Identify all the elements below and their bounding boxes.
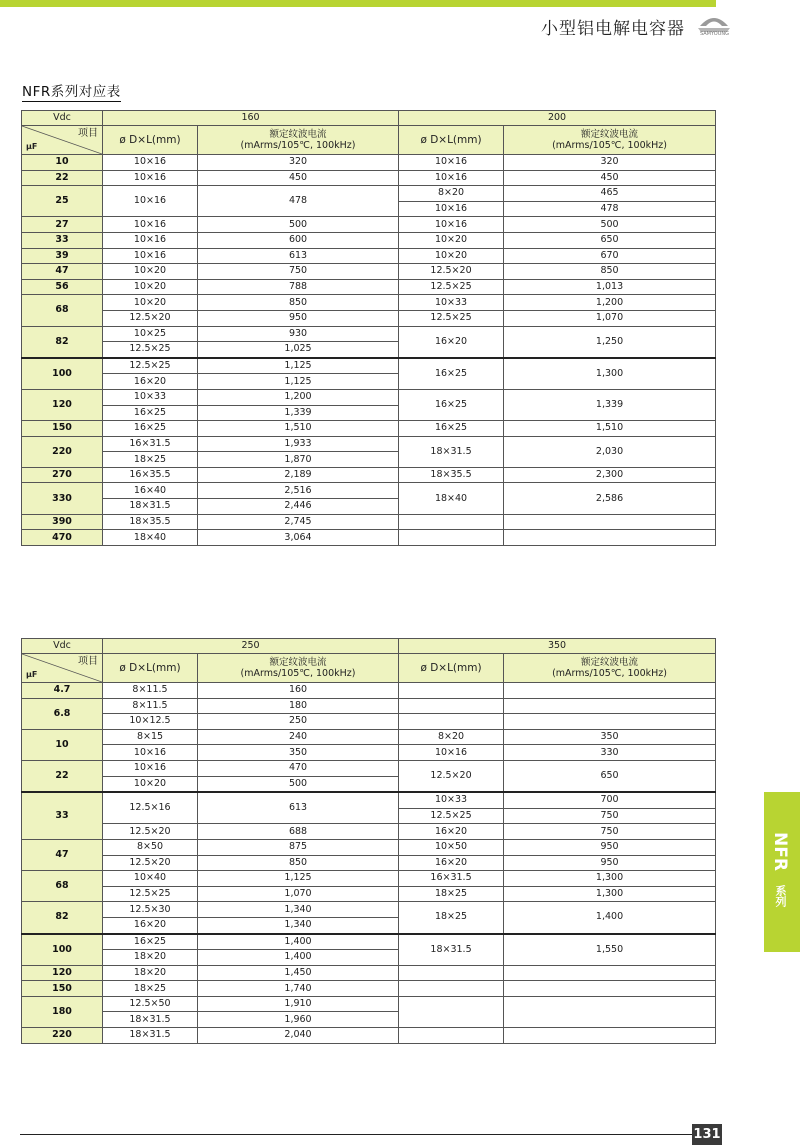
capacitance-cell: 100 [22, 934, 103, 966]
capacitance-cell: 390 [22, 514, 103, 530]
dimension-cell: 10×16 [103, 248, 198, 264]
ripple-cell: 1,933 [198, 436, 399, 452]
dimension-cell: 10×16 [103, 745, 198, 761]
dimension-cell: 12.5×25 [399, 279, 504, 295]
table-row [22, 264, 716, 280]
dimension-cell: 16×35.5 [103, 467, 198, 483]
ripple-header-l2: (mArms/105℃, 100kHz) [240, 140, 356, 151]
capacitance-cell: 220 [22, 436, 103, 467]
ripple-cell: 2,516 [198, 483, 399, 499]
ripple-cell: 1,550 [504, 934, 716, 966]
dimension-cell: 12.5×20 [399, 264, 504, 280]
dimension-cell: 10×20 [103, 295, 198, 311]
dimension-header: ø D×L(mm) [399, 126, 504, 155]
capacitance-cell: 150 [22, 981, 103, 997]
dimension-cell: 16×31.5 [399, 871, 504, 887]
ripple-cell [504, 514, 716, 530]
capacitance-cell: 56 [22, 279, 103, 295]
capacitance-cell: 270 [22, 467, 103, 483]
dimension-cell: 10×12.5 [103, 714, 198, 730]
dimension-cell: 16×25 [103, 405, 198, 421]
dimension-cell: 18×31.5 [103, 499, 198, 515]
dimension-header: ø D×L(mm) [399, 654, 504, 683]
ripple-cell: 1,510 [198, 421, 399, 437]
ripple-header-l1: 额定纹波电流 [269, 129, 327, 140]
ripple-cell: 1,400 [198, 934, 399, 950]
ripple-cell: 670 [504, 248, 716, 264]
ripple-cell: 320 [504, 155, 716, 171]
ripple-cell: 470 [198, 760, 399, 776]
dimension-cell: 8×15 [103, 729, 198, 745]
dimension-cell: 12.5×20 [103, 824, 198, 840]
ripple-cell: 500 [198, 776, 399, 792]
dimension-cell: 12.5×25 [399, 808, 504, 824]
ripple-cell [504, 981, 716, 997]
table-row [22, 436, 716, 452]
ripple-cell: 1,960 [198, 1012, 399, 1028]
ripple-cell: 2,446 [198, 499, 399, 515]
dimension-cell: 12.5×16 [103, 792, 198, 824]
ripple-cell: 500 [504, 217, 716, 233]
dimension-cell: 16×40 [103, 483, 198, 499]
capacitance-cell: 180 [22, 996, 103, 1027]
ripple-header-l1: 额定纹波电流 [581, 129, 639, 140]
ripple-cell: 613 [198, 792, 399, 824]
table-row [22, 358, 716, 374]
dimension-cell: 12.5×20 [399, 760, 504, 792]
ripple-cell: 788 [198, 279, 399, 295]
dimension-cell [399, 530, 504, 546]
dimension-cell: 18×20 [103, 965, 198, 981]
dimension-cell: 10×16 [103, 217, 198, 233]
dimension-cell: 12.5×30 [103, 902, 198, 918]
ripple-cell: 750 [504, 824, 716, 840]
footer-rule [20, 1134, 692, 1135]
ripple-header-l2: (mArms/105℃, 100kHz) [552, 140, 667, 151]
ripple-cell: 320 [198, 155, 399, 171]
table-row [22, 824, 716, 840]
capacitance-cell: 39 [22, 248, 103, 264]
top-accent-bar [0, 0, 716, 7]
ripple-cell: 2,586 [504, 483, 716, 514]
dimension-cell: 10×50 [399, 839, 504, 855]
table-row [22, 839, 716, 855]
dimension-cell: 16×25 [399, 358, 504, 390]
dimension-cell: 16×25 [399, 389, 504, 420]
table-row [22, 1028, 716, 1044]
dimension-cell: 8×20 [399, 186, 504, 202]
dimension-cell: 8×50 [103, 839, 198, 855]
item-uf-corner [22, 654, 103, 683]
dimension-cell: 8×11.5 [103, 698, 198, 714]
ripple-cell: 1,340 [198, 917, 399, 933]
dimension-cell: 18×35.5 [103, 514, 198, 530]
dimension-cell: 18×31.5 [399, 934, 504, 966]
ripple-cell: 330 [504, 745, 716, 761]
ripple-cell: 450 [504, 170, 716, 186]
capacitance-cell: 47 [22, 264, 103, 280]
dimension-cell [399, 714, 504, 730]
dimension-cell: 18×31.5 [103, 1028, 198, 1044]
ripple-cell: 180 [198, 698, 399, 714]
table-row [22, 886, 716, 902]
ripple-cell: 1,013 [504, 279, 716, 295]
dimension-cell [399, 1028, 504, 1044]
side-tab-suffix: 系列 [774, 885, 787, 907]
ripple-cell: 1,339 [198, 405, 399, 421]
dimension-header: ø D×L(mm) [103, 654, 198, 683]
dimension-cell [399, 981, 504, 997]
dimension-cell [399, 996, 504, 1027]
table-row [22, 714, 716, 730]
ripple-cell: 850 [198, 295, 399, 311]
dimension-cell: 18×20 [103, 950, 198, 966]
capacitance-cell: 68 [22, 871, 103, 902]
ripple-cell: 1,125 [198, 374, 399, 390]
ripple-cell: 950 [198, 310, 399, 326]
capacitance-cell: 6.8 [22, 698, 103, 729]
ripple-cell [504, 698, 716, 714]
dimension-cell: 16×20 [103, 917, 198, 933]
table-row [22, 310, 716, 326]
ripple-cell: 478 [504, 201, 716, 217]
dimension-cell: 16×20 [399, 326, 504, 358]
series-side-tab [764, 792, 800, 952]
dimension-cell: 10×20 [399, 248, 504, 264]
vdc-label: Vdc [22, 111, 103, 126]
ripple-cell: 2,040 [198, 1028, 399, 1044]
table-row [22, 729, 716, 745]
ripple-cell: 2,189 [198, 467, 399, 483]
dimension-cell: 10×20 [399, 232, 504, 248]
table-row [22, 855, 716, 871]
ripple-cell [504, 530, 716, 546]
ripple-header [198, 654, 399, 683]
ripple-header [198, 126, 399, 155]
dimension-cell: 12.5×50 [103, 996, 198, 1012]
dimension-cell: 10×40 [103, 871, 198, 887]
capacitance-cell: 25 [22, 186, 103, 217]
ripple-header-l1: 额定纹波电流 [581, 657, 639, 668]
dimension-cell: 10×16 [103, 186, 198, 217]
ripple-cell: 2,030 [504, 436, 716, 467]
dimension-cell [399, 698, 504, 714]
dimension-cell: 10×16 [399, 217, 504, 233]
capacitance-cell: 47 [22, 839, 103, 870]
table-row [22, 186, 716, 202]
uf-label: μF [26, 142, 38, 151]
dimension-cell: 10×16 [399, 170, 504, 186]
dimension-cell: 18×25 [399, 886, 504, 902]
ripple-cell: 240 [198, 729, 399, 745]
dimension-cell: 10×20 [103, 776, 198, 792]
page-header-title: 小型铝电解电容器 [541, 19, 685, 39]
dimension-cell [399, 514, 504, 530]
capacitance-cell: 220 [22, 1028, 103, 1044]
dimension-cell: 10×16 [399, 155, 504, 171]
capacitance-cell: 68 [22, 295, 103, 326]
brand-text: SAMYOUNG [700, 31, 729, 37]
ripple-cell: 1,070 [504, 310, 716, 326]
dimension-cell: 12.5×25 [103, 886, 198, 902]
ripple-cell: 613 [198, 248, 399, 264]
dimension-cell: 16×25 [103, 421, 198, 437]
ripple-cell: 1,125 [198, 358, 399, 374]
capacitance-cell: 4.7 [22, 683, 103, 699]
table-row [22, 760, 716, 776]
capacitance-cell: 100 [22, 358, 103, 390]
ripple-cell [504, 965, 716, 981]
dimension-cell: 8×20 [399, 729, 504, 745]
ripple-cell: 450 [198, 170, 399, 186]
ripple-cell: 600 [198, 232, 399, 248]
ripple-cell: 478 [198, 186, 399, 217]
ripple-cell: 1,070 [198, 886, 399, 902]
table-row [22, 934, 716, 950]
table-row [22, 326, 716, 342]
table-row [22, 248, 716, 264]
ripple-cell: 1,025 [198, 342, 399, 358]
dimension-cell: 10×16 [103, 232, 198, 248]
ripple-cell: 3,064 [198, 530, 399, 546]
dimension-cell: 18×40 [399, 483, 504, 514]
ripple-cell [504, 1028, 716, 1044]
table-row [22, 902, 716, 918]
ripple-cell: 1,510 [504, 421, 716, 437]
dimension-cell: 10×16 [399, 745, 504, 761]
capacitance-cell: 120 [22, 965, 103, 981]
ripple-cell: 688 [198, 824, 399, 840]
ripple-cell: 2,745 [198, 514, 399, 530]
ripple-cell: 930 [198, 326, 399, 342]
dimension-cell: 16×20 [103, 374, 198, 390]
table-row [22, 170, 716, 186]
voltage-header: 350 [399, 639, 716, 654]
dimension-cell: 18×25 [399, 902, 504, 934]
dimension-cell: 12.5×25 [103, 358, 198, 374]
dimension-cell: 18×40 [103, 530, 198, 546]
vdc-label: Vdc [22, 639, 103, 654]
dimension-cell: 10×16 [103, 760, 198, 776]
dimension-cell: 12.5×25 [399, 310, 504, 326]
ripple-cell: 1,910 [198, 996, 399, 1012]
capacitance-cell: 330 [22, 483, 103, 514]
table-row [22, 483, 716, 499]
ripple-header [504, 126, 716, 155]
ripple-cell: 1,450 [198, 965, 399, 981]
voltage-header: 250 [103, 639, 399, 654]
table-row [22, 683, 716, 699]
capacitance-cell: 82 [22, 326, 103, 358]
table-row [22, 279, 716, 295]
capacitance-cell: 33 [22, 792, 103, 839]
ripple-cell: 1,400 [198, 950, 399, 966]
table-row [22, 217, 716, 233]
voltage-header: 160 [103, 111, 399, 126]
ripple-cell: 1,300 [504, 886, 716, 902]
dimension-cell: 18×31.5 [103, 1012, 198, 1028]
table-row [22, 981, 716, 997]
table-row [22, 232, 716, 248]
item-label: 项目 [78, 128, 98, 139]
capacitance-cell: 22 [22, 170, 103, 186]
ripple-cell: 750 [198, 264, 399, 280]
ripple-cell: 650 [504, 232, 716, 248]
section-title: NFR系列对应表 [22, 80, 121, 102]
ripple-cell: 750 [504, 808, 716, 824]
dimension-cell: 10×16 [399, 201, 504, 217]
ripple-cell: 465 [504, 186, 716, 202]
page-number: 131 [692, 1124, 722, 1145]
ripple-cell: 1,870 [198, 452, 399, 468]
dimension-cell: 18×25 [103, 981, 198, 997]
ripple-header-l2: (mArms/105℃, 100kHz) [240, 668, 356, 679]
table-row [22, 996, 716, 1012]
ripple-cell: 1,340 [198, 902, 399, 918]
table-row [22, 698, 716, 714]
dimension-cell: 8×11.5 [103, 683, 198, 699]
dimension-cell: 18×35.5 [399, 467, 504, 483]
dimension-cell: 16×20 [399, 855, 504, 871]
table-row [22, 965, 716, 981]
ripple-cell: 700 [504, 792, 716, 808]
ripple-cell: 950 [504, 855, 716, 871]
ripple-cell: 1,339 [504, 389, 716, 420]
item-label: 项目 [78, 656, 98, 667]
ripple-cell: 1,300 [504, 871, 716, 887]
dimension-cell: 12.5×25 [103, 342, 198, 358]
item-uf-corner [22, 126, 103, 155]
ripple-cell: 350 [504, 729, 716, 745]
dimension-cell [399, 965, 504, 981]
ripple-cell: 2,300 [504, 467, 716, 483]
ripple-cell [504, 996, 716, 1027]
ripple-cell [504, 714, 716, 730]
ripple-cell: 1,200 [198, 389, 399, 405]
ripple-cell: 1,400 [504, 902, 716, 934]
dimension-cell: 10×25 [103, 326, 198, 342]
capacitance-cell: 82 [22, 902, 103, 934]
dimension-cell: 16×31.5 [103, 436, 198, 452]
voltage-header: 200 [399, 111, 716, 126]
table-row [22, 421, 716, 437]
nfr-table-250-350 [21, 638, 716, 1044]
ripple-cell: 160 [198, 683, 399, 699]
table-row [22, 871, 716, 887]
capacitance-cell: 10 [22, 729, 103, 760]
capacitance-cell: 150 [22, 421, 103, 437]
ripple-header [504, 654, 716, 683]
dimension-cell: 18×25 [103, 452, 198, 468]
dimension-cell: 16×20 [399, 824, 504, 840]
capacitance-cell: 470 [22, 530, 103, 546]
dimension-cell: 16×25 [399, 421, 504, 437]
table-row [22, 514, 716, 530]
ripple-cell [504, 683, 716, 699]
dimension-cell: 10×20 [103, 264, 198, 280]
nfr-table-160-200 [21, 110, 716, 546]
dimension-cell: 10×33 [399, 295, 504, 311]
dimension-cell: 10×16 [103, 170, 198, 186]
ripple-header-l1: 额定纹波电流 [269, 657, 327, 668]
dimension-cell: 16×25 [103, 934, 198, 950]
dimension-cell: 10×20 [103, 279, 198, 295]
dimension-cell: 10×16 [103, 155, 198, 171]
ripple-cell: 1,125 [198, 871, 399, 887]
ripple-cell: 650 [504, 760, 716, 792]
dimension-cell: 12.5×20 [103, 310, 198, 326]
ripple-cell: 850 [198, 855, 399, 871]
ripple-cell: 350 [198, 745, 399, 761]
dimension-cell: 10×33 [399, 792, 504, 808]
capacitance-cell: 22 [22, 760, 103, 792]
table-row [22, 745, 716, 761]
capacitance-cell: 33 [22, 232, 103, 248]
table-row [22, 155, 716, 171]
ripple-cell: 1,200 [504, 295, 716, 311]
ripple-header-l2: (mArms/105℃, 100kHz) [552, 668, 667, 679]
table-row [22, 530, 716, 546]
capacitance-cell: 27 [22, 217, 103, 233]
ripple-cell: 1,300 [504, 358, 716, 390]
dimension-cell: 18×31.5 [399, 436, 504, 467]
ripple-cell: 875 [198, 839, 399, 855]
ripple-cell: 1,250 [504, 326, 716, 358]
table-row [22, 295, 716, 311]
capacitance-cell: 10 [22, 155, 103, 171]
table-row [22, 467, 716, 483]
table-row [22, 792, 716, 808]
dimension-cell: 10×33 [103, 389, 198, 405]
ripple-cell: 250 [198, 714, 399, 730]
ripple-cell: 850 [504, 264, 716, 280]
side-tab-series: NFR [770, 832, 790, 871]
uf-label: μF [26, 670, 38, 679]
dimension-header: ø D×L(mm) [103, 126, 198, 155]
dimension-cell [399, 683, 504, 699]
dimension-cell: 12.5×20 [103, 855, 198, 871]
ripple-cell: 1,740 [198, 981, 399, 997]
ripple-cell: 500 [198, 217, 399, 233]
table-row [22, 389, 716, 405]
ripple-cell: 950 [504, 839, 716, 855]
capacitance-cell: 120 [22, 389, 103, 420]
